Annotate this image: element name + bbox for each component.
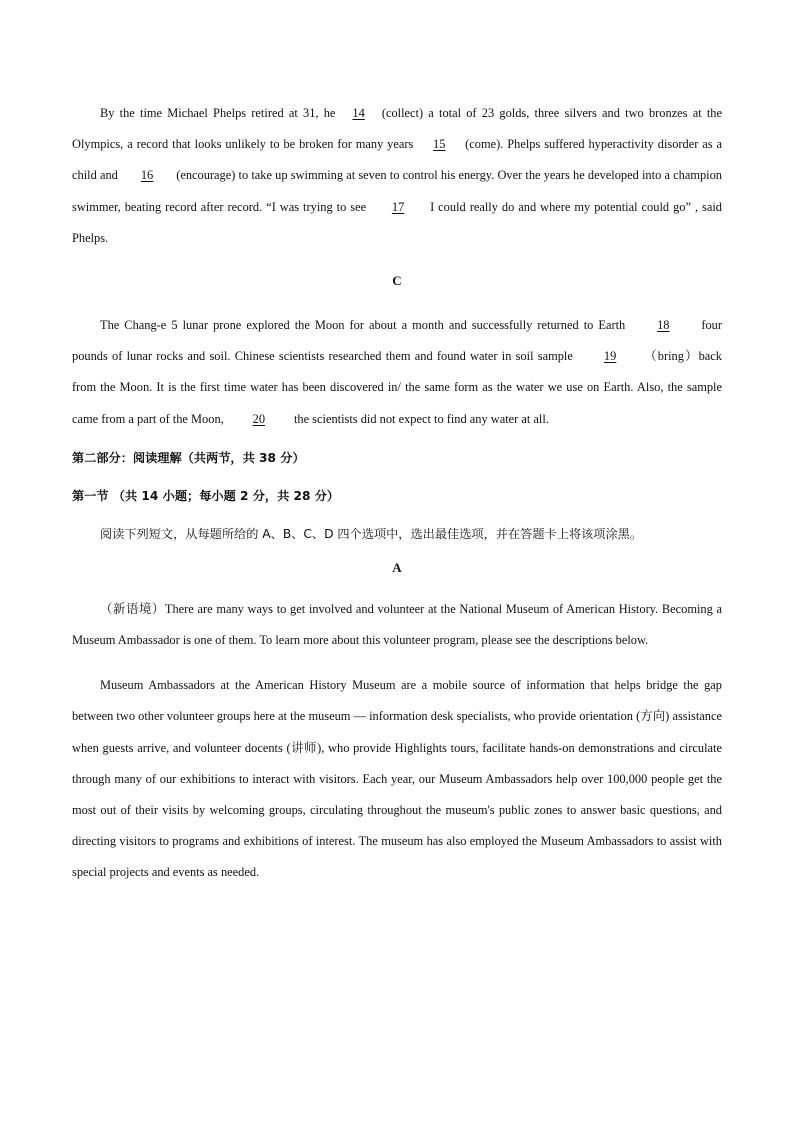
- blank-14: 14: [352, 106, 365, 120]
- text-run: By the time Michael Phelps retired at 31, he: [100, 106, 341, 120]
- instructions: 阅读下列短文，从每题所给的 A、B、C、D 四个选项中，选出最佳选项，并在答题卡上将该项涂黑。: [100, 526, 643, 541]
- section-a-heading: A: [392, 559, 402, 575]
- text-run: (collect) a total of 23 golds, three silvers and two bronzes at the Olympics, a record that looks unlikely to be broken for many years: [72, 106, 722, 152]
- text-run: （bring）back from the Moon. It is the first time water has been discovered in/ the same form as the water we use on Earth. Also, the sample came from a part of the Moon,: [72, 349, 722, 426]
- blank-15: 15: [433, 137, 446, 152]
- section-a-paragraph-2: Museum Ambassadors at the American History Museum are a mobile source of information that helps bridge the gap between two other volunteer groups here at the museum — information desk specialists, who provide orientation (方向) assistance when guests arrive, and volunteer docents (讲师), who provide Highlights tours, facilitate hands-on demonstrations and circulate through many of our exhibitions to interact with visitors. Each year, our Museum Ambassadors help over 100,000 people get the most out of their visits by welcoming groups, circulating throughout the museum's public zones to answer basic questions, and directing visitors to programs and exhibitions of interest. The museum has also employed the Museum Ambassadors to assist with special projects and events as needed.: [72, 678, 722, 880]
- blank-18: 18: [657, 318, 670, 333]
- part-two-title: 第二部分：阅读理解（共两节，共 38 分）: [72, 450, 305, 465]
- blank-17: 17: [391, 199, 405, 214]
- section-one-title: 第一节 （共 14 小题；每小题 2 分，共 28 分）: [72, 488, 340, 503]
- text-run: the scientists did not expect to find any water at all.: [290, 411, 549, 426]
- text-run: four pounds of lunar rocks and soil. Chinese scientists researched them and found water in soil sample: [72, 318, 723, 364]
- blank-20: 20: [252, 411, 266, 426]
- text-run: (come). Phelps suffered hyperactivity disorder as a child and: [72, 137, 722, 183]
- text-run: I could really do and where my potential could go” , said Phelps.: [72, 199, 722, 245]
- section-c-paragraph: [72, 310, 722, 435]
- blank-19: 19: [603, 349, 617, 364]
- document-page: [72, 98, 722, 889]
- section-a-paragraph-1: （新语境）There are many ways to get involved and volunteer at the National Museum of American History. Becoming a Museum Ambassador is one of them. To learn more about this volunteer program, please see the descriptions below.: [72, 601, 722, 648]
- section-c-heading: C: [392, 273, 402, 289]
- blank-16: 16: [140, 168, 154, 183]
- text-run: (encourage) to take up swimming at seven to control his energy. Over the years he developed into a champion swimmer, beating record after record. “I was trying to see: [72, 168, 722, 214]
- passage-b-paragraph: [72, 98, 722, 254]
- text-run: The Chang-e 5 lunar prone explored the Moon for about a month and successfully returned to Earth: [100, 318, 631, 333]
